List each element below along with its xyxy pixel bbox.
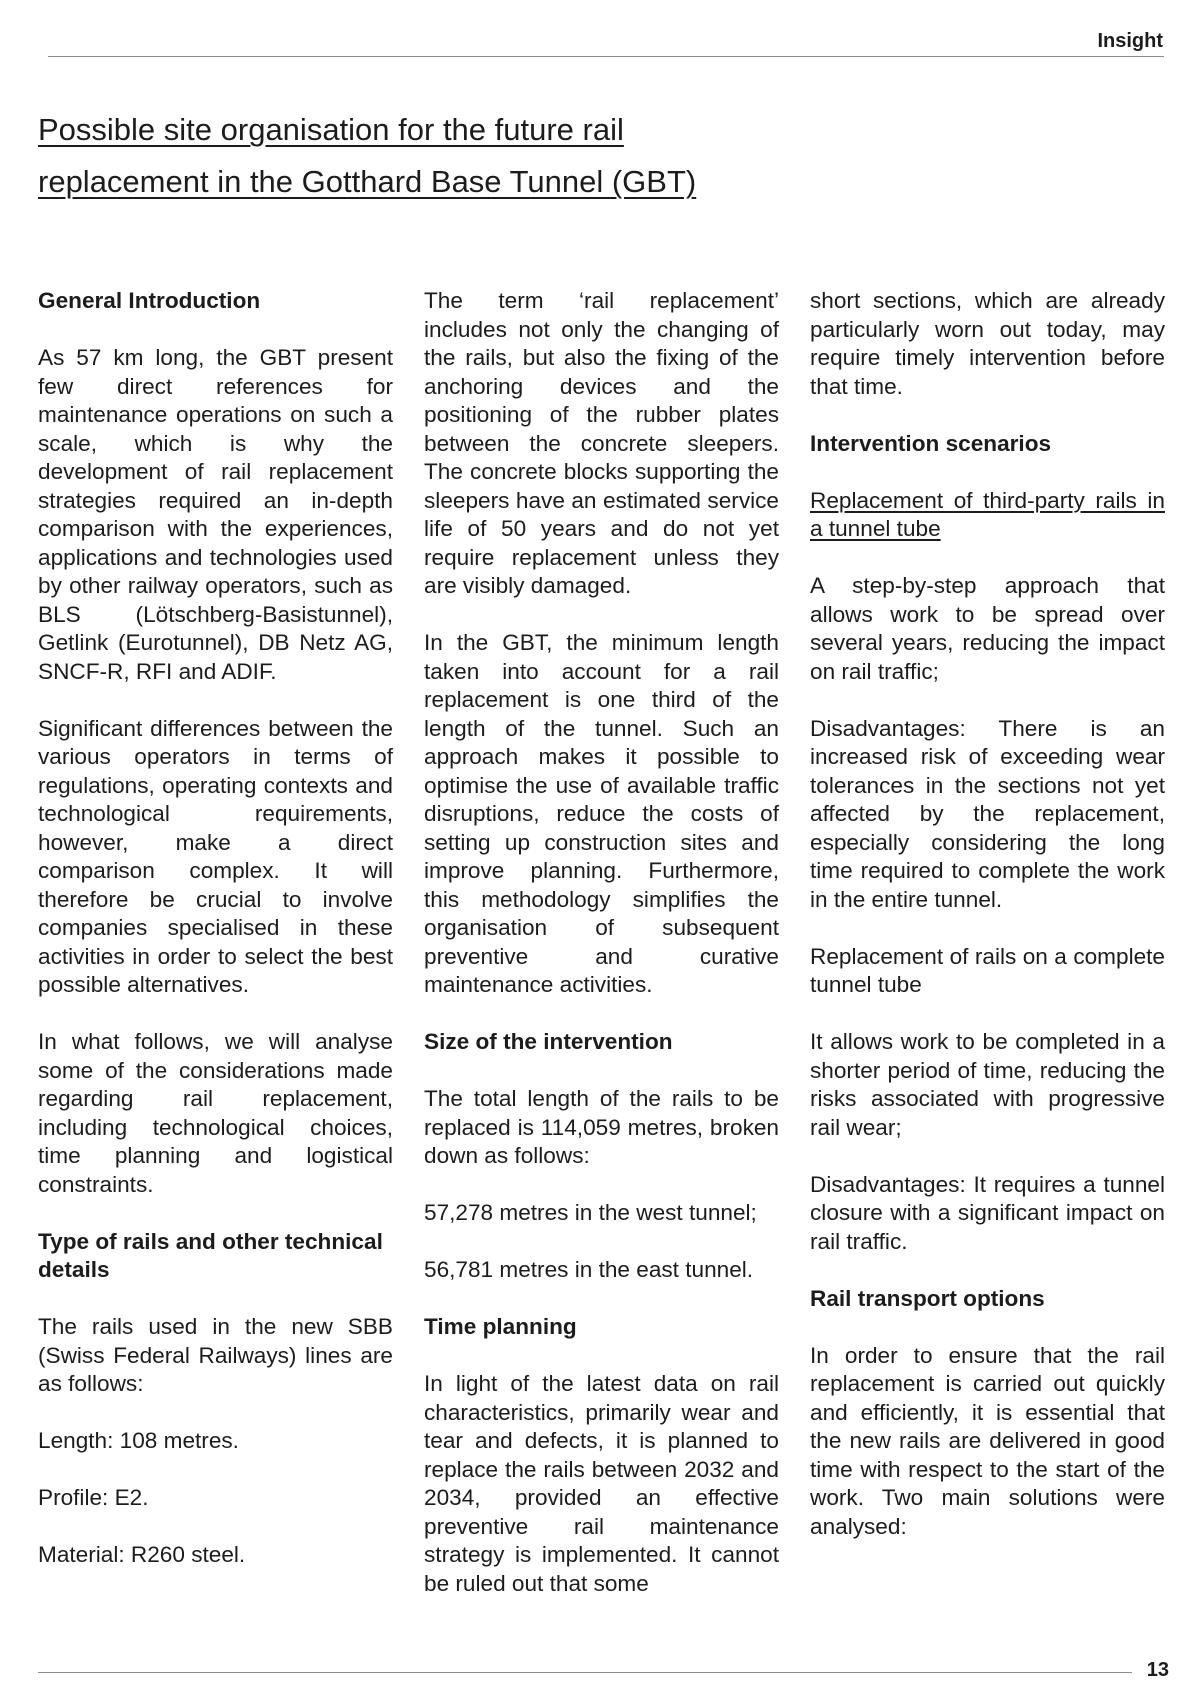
paragraph: In order to ensure that the rail replacement is carried out quickly and efficiently, it is essential that the new rails are delivered in good time with respect to the start of the work. Two main solutions were analysed: — [810, 1342, 1165, 1539]
title-line-1: Possible site organisation for the future rail — [38, 112, 624, 147]
heading-size-of-intervention: Size of the intervention — [424, 1029, 673, 1054]
paragraph: The term ‘rail replacement’ includes not only the changing of the rails, but also the fixing of the anchoring devices and the positioning of the rubber plates between the concrete sleepers. The concrete blocks supporting the sleepers have an estimated service life of 50 years and do not yet require replacement unless they are visibly damaged. — [424, 288, 779, 598]
rail-length: Length: 108 metres. — [38, 1428, 239, 1453]
column-2 — [424, 287, 779, 1627]
title-line-2: replacement in the Gotthard Base Tunnel (GBT) — [38, 164, 697, 199]
heading-intervention-scenarios: Intervention scenarios — [810, 430, 1052, 456]
paragraph: In what follows, we will analyse some of the considerations made regarding rail replacement, including technological choices, time planning and logistical constraints. — [38, 1029, 393, 1197]
paragraph: It allows work to be completed in a shorter period of time, reducing the risks associated with progressive rail wear; — [810, 1029, 1165, 1140]
heading-type-of-rails: Type of rails and other technical details — [38, 1228, 383, 1282]
heading-time-planning: Time planning — [424, 1314, 577, 1339]
page-title — [38, 104, 798, 208]
heading-rail-transport-options: Rail transport options — [810, 1285, 1045, 1311]
paragraph: The rails used in the new SBB (Swiss Federal Railways) lines are as follows: — [38, 1314, 393, 1396]
subheading-third-party-rails: Replacement of third-party rails in a tunnel tube — [810, 487, 1165, 541]
rail-profile: Profile: E2. — [38, 1485, 149, 1510]
column-1 — [38, 287, 393, 1598]
west-tunnel-length: 57,278 metres in the west tunnel; — [424, 1200, 757, 1225]
header-divider — [48, 56, 1164, 57]
paragraph: Significant differences between the various operators in terms of regulations, operating contexts and technological requirements, however, make a direct comparison complex. It will therefore be crucial to involve companies specialised in these activities in order to select the best possible alternatives. — [38, 715, 393, 997]
paragraph: Disadvantages: It requires a tunnel closure with a significant impact on rail traffic. — [810, 1171, 1165, 1254]
paragraph: The total length of the rails to be replaced is 114,059 metres, broken down as follows: — [424, 1086, 779, 1168]
paragraph: In the GBT, the minimum length taken into account for a rail replacement is one third of the length of the tunnel. Such an approach makes it possible to optimise the use of available traffic disruptions, reduce the costs of setting up construction sites and improve planning. Furthermore, this methodology simplifies the organisation of subsequent preventive and curative maintenance activities. — [424, 630, 779, 997]
heading-general-introduction: General Introduction — [38, 288, 261, 313]
paragraph: short sections, which are already particularly worn out today, may require timely intervention before that time. — [810, 288, 1165, 399]
paragraph: Replacement of rails on a complete tunnel tube — [810, 943, 1165, 997]
column-3 — [810, 287, 1165, 1570]
section-label: Insight — [1097, 30, 1163, 52]
paragraph: In light of the latest data on rail characteristics, primarily wear and tear and defects, it is planned to replace the rails between 2032 and 2034, provided an effective preventive rail maintenance strategy is implemented. It cannot be ruled out that some — [424, 1371, 779, 1596]
paragraph: A step-by-step approach that allows work to be spread over several years, reducing the impact on rail traffic; — [810, 573, 1165, 684]
paragraph: As 57 km long, the GBT present few direct references for maintenance operations on such a scale, which is why the development of rail replacement strategies required an in-depth comparison with the experiences, applications and technologies used by other railway operators, such as BLS (Lötschberg-Basistunnel), Getlink (Eurotunnel), DB Netz AG, SNCF-R, RFI and ADIF. — [38, 345, 393, 684]
footer-divider — [38, 1672, 1132, 1673]
paragraph: Disadvantages: There is an increased risk of exceeding wear tolerances in the sections not yet affected by the replacement, especially considering the long time required to complete the work in the entire tunnel. — [810, 715, 1165, 912]
east-tunnel-length: 56,781 metres in the east tunnel. — [424, 1257, 754, 1282]
rail-material: Material: R260 steel. — [38, 1542, 246, 1567]
page-number: 13 — [1146, 1659, 1169, 1681]
